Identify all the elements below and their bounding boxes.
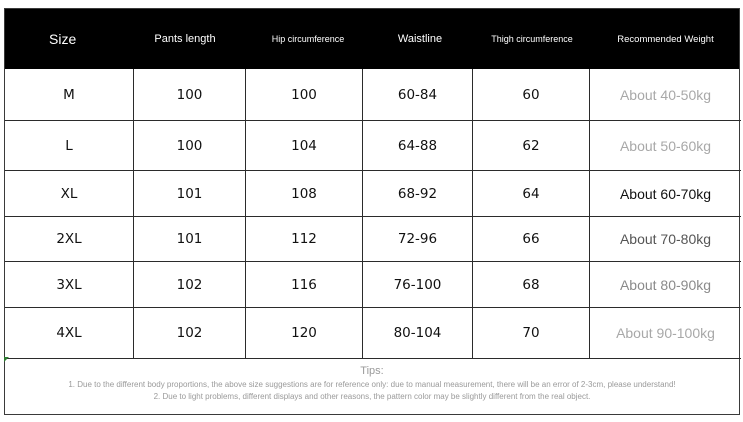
header-size: Size: [49, 31, 77, 47]
size-cell: 2XL: [5, 217, 134, 262]
pants-length-cell: 100: [134, 121, 246, 171]
table-row: [5, 217, 739, 262]
size-cell: XL: [5, 171, 134, 217]
pants-length-cell: 102: [134, 262, 246, 308]
tips-section: [5, 359, 739, 416]
size-chart-header: [5, 9, 739, 69]
header-hip-circumference: Hip circumference: [271, 34, 345, 44]
size-cell: M: [5, 69, 134, 121]
waist-cell: 76-100: [363, 262, 473, 308]
hip-cell: 120: [246, 308, 363, 359]
pants-length-cell: 101: [134, 171, 246, 217]
size-cell: 4XL: [5, 308, 134, 359]
header-pants-length: Pants length: [154, 33, 216, 45]
thigh-cell: 66: [473, 217, 590, 262]
corner-marker-icon: [4, 357, 9, 362]
hip-cell: 104: [246, 121, 363, 171]
table-row: [5, 262, 739, 308]
thigh-cell: 60: [473, 69, 590, 121]
thigh-cell: 70: [473, 308, 590, 359]
waist-cell: 80-104: [363, 308, 473, 359]
thigh-cell: 62: [473, 121, 590, 171]
size-chart: [4, 8, 740, 415]
pants-length-cell: 100: [134, 69, 246, 121]
table-row: [5, 308, 739, 359]
pants-length-cell: 102: [134, 308, 246, 359]
table-row: [5, 121, 739, 171]
header-recommended-weight: Recommended Weight: [617, 33, 714, 45]
weight-cell: About 70-80kg: [590, 217, 741, 262]
table-row: [5, 69, 739, 121]
tips-title: Tips:: [360, 365, 384, 377]
hip-cell: 116: [246, 262, 363, 308]
waist-cell: 68-92: [363, 171, 473, 217]
header-waistline: Waistline: [397, 33, 443, 45]
thigh-cell: 64: [473, 171, 590, 217]
hip-cell: 112: [246, 217, 363, 262]
table-row: [5, 171, 739, 217]
tips-line-2: 2. Due to light problems, different displays and other reasons, the pattern color may be slightly different from the real object.: [153, 392, 591, 401]
weight-cell: About 80-90kg: [590, 262, 741, 308]
waist-cell: 64-88: [363, 121, 473, 171]
pants-length-cell: 101: [134, 217, 246, 262]
size-cell: 3XL: [5, 262, 134, 308]
hip-cell: 100: [246, 69, 363, 121]
weight-cell: About 90-100kg: [590, 308, 741, 359]
header-thigh-circumference: Thigh circumference: [491, 34, 573, 44]
waist-cell: 72-96: [363, 217, 473, 262]
weight-cell: About 50-60kg: [590, 121, 741, 171]
hip-cell: 108: [246, 171, 363, 217]
tips-line-1: 1. Due to the different body proportions, the above size suggestions are for reference only: due to manual measurement, there will be an error of 2-3cm, please understand!: [68, 380, 676, 389]
size-cell: L: [5, 121, 134, 171]
waist-cell: 60-84: [363, 69, 473, 121]
thigh-cell: 68: [473, 262, 590, 308]
weight-cell: About 60-70kg: [590, 171, 741, 217]
weight-cell: About 40-50kg: [590, 69, 741, 121]
